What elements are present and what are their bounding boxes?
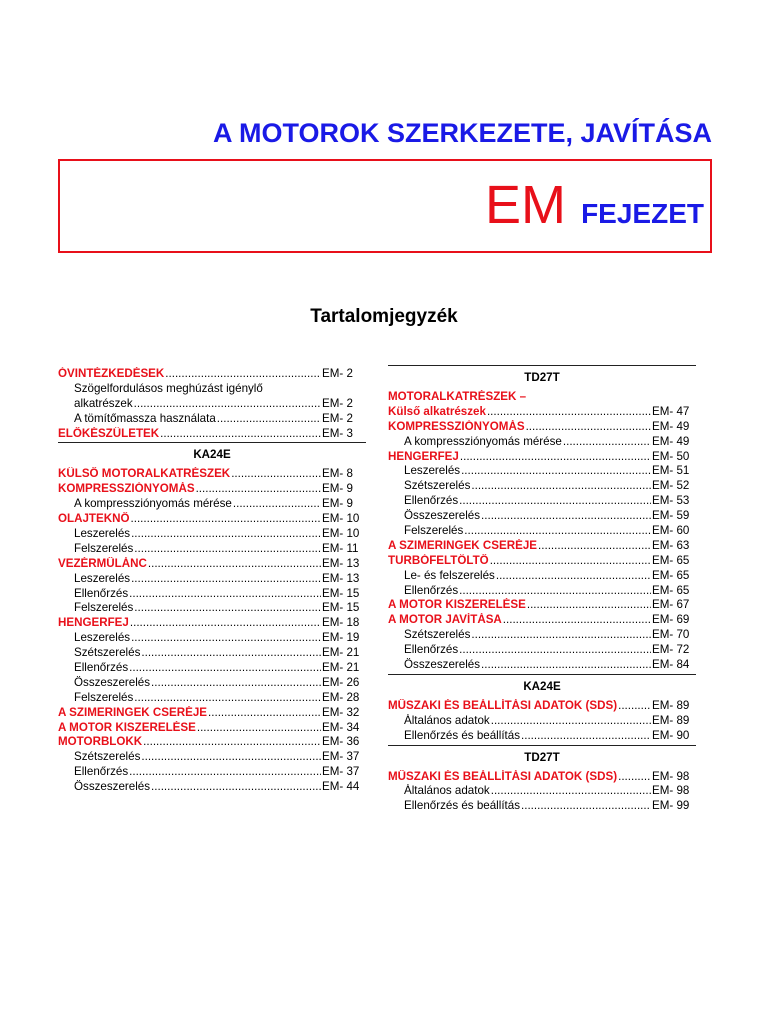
toc-subentry[interactable] [388,628,696,643]
toc-title: Tartalomjegyzék [310,306,458,327]
toc-subentry[interactable] [58,542,366,557]
toc-section-entry[interactable] [58,512,366,527]
dot-leader [141,750,321,765]
toc-entry-page: EM- 13 [322,571,360,585]
dot-leader [141,646,321,661]
dot-leader [618,699,651,714]
toc-entry-page: EM- 70 [652,628,690,642]
toc-entry-page: EM- 98 [652,769,690,783]
toc-subentry[interactable] [388,643,696,658]
toc-entry-page: EM- 36 [322,735,360,749]
toc-entry-page: EM- 2 [322,396,353,410]
toc-subentry[interactable] [58,587,366,602]
toc-entry-page: EM- 69 [652,613,690,627]
dot-leader [134,542,321,557]
dot-leader [134,601,321,616]
toc-entry-label: HENGERFEJ [388,449,459,463]
section-divider [58,442,366,443]
toc-section-entry[interactable] [388,450,696,465]
dot-leader [459,494,651,509]
toc-entry-page: EM- 21 [322,646,360,660]
dot-leader [538,539,651,554]
toc-entry-page: EM- 9 [322,497,353,511]
toc-entry-label: OLAJTEKNŐ [58,512,130,526]
toc-entry-label: alkatrészek [74,396,133,410]
toc-entry-label: A MOTOR KISZERELÉSE [388,598,526,612]
chapter-title: A MOTOROK SZERKEZETE, JAVÍTÁSA [212,118,712,148]
dot-leader [129,765,321,780]
dot-leader [491,714,651,729]
section-divider [388,365,696,366]
toc-entry-label: KOMPRESSZIÓNYOMÁS [58,482,195,496]
toc-subentry[interactable] [58,676,366,691]
toc-section-entry[interactable] [58,735,366,750]
dot-leader [148,557,321,572]
toc-entry-label: Ellenőrzés [404,643,459,657]
section-header-label: TD27T [524,750,560,764]
toc-entry-page: EM- 37 [322,765,360,779]
toc-entry-label: A kompressziónyomás mérése [74,497,232,511]
dot-leader [481,509,651,524]
toc-entry-page: EM- 84 [652,658,690,672]
toc-subentry[interactable] [388,714,696,729]
toc-entry-page: EM- 50 [652,449,690,463]
toc-right-group-2 [388,699,696,744]
toc-entry-page: EM- 65 [652,583,690,597]
toc-entry-label: Leszerelés [74,571,131,585]
toc-entry-label: HENGERFEJ [58,616,129,630]
toc-subentry[interactable] [58,661,366,676]
toc-entry-label: Összeszerelés [74,675,151,689]
toc-left-group-1 [58,367,366,441]
toc-entry-page: EM- 8 [322,467,353,481]
section-header-td27t-right-2 [388,745,696,767]
toc-entry-page: EM- 13 [322,556,360,570]
toc-entry-page: EM- 65 [652,568,690,582]
dot-leader [130,616,321,631]
toc-entry-label: Ellenőrzés [74,586,129,600]
toc-section-entry[interactable] [388,699,696,714]
toc-subentry[interactable] [388,524,696,539]
dot-leader [197,721,321,736]
dot-leader [217,412,321,427]
toc-section-entry[interactable] [58,427,366,442]
toc-entry-label: A SZIMERINGEK CSERÉJE [58,705,208,719]
dot-leader [496,569,651,584]
dot-leader [208,706,321,721]
toc-entry-page: EM- 98 [652,784,690,798]
toc-entry-label: Szögelfordulásos meghúzást igénylő [74,381,263,395]
toc-entry-page: EM- 2 [322,367,353,380]
toc-subentry[interactable] [58,497,366,512]
toc-entry-label: Ellenőrzés és beállítás [404,799,520,813]
toc-entry-label: MOTORALKATRÉSZEK – [388,390,527,403]
toc-entry-page: EM- 99 [652,799,690,813]
dot-leader [481,658,651,673]
dot-leader [129,587,321,602]
toc-entry-page: EM- 44 [322,780,360,794]
toc-entry-page: EM- 37 [322,750,360,764]
toc-subentry[interactable] [58,780,366,795]
dot-leader [459,584,651,599]
toc-entry-label: Szétszerelés [404,628,471,642]
dot-leader [487,405,651,420]
dot-leader [231,467,321,482]
toc-entry-label: A tömítőmassza használata [74,411,216,425]
dot-leader [151,676,321,691]
section-header-label: KA24E [523,679,561,693]
toc-entry-page: EM- 11 [322,541,359,555]
dot-leader [461,464,651,479]
toc-entry-page: EM- 52 [652,479,690,493]
dot-leader [233,497,321,512]
toc-section-entry[interactable] [388,539,696,554]
toc-subentry[interactable] [58,691,366,706]
toc-entry-label: A MOTOR JAVÍTÁSA [388,613,502,627]
dot-leader [527,598,651,613]
toc-section-entry[interactable] [58,616,366,631]
toc-entry-label: A SZIMERINGEK CSERÉJE [388,538,538,552]
dot-leader [134,397,321,412]
toc-entry-page: EM- 60 [652,524,690,538]
toc-entry-page: EM- 32 [322,705,360,719]
toc-entry-label: A MOTOR KISZERELÉSE [58,720,196,734]
dot-leader [521,799,651,814]
section-divider [388,674,696,675]
chapter-code: EM [485,175,566,235]
toc-subentry[interactable] [388,435,696,450]
toc-entry-label: ELŐKÉSZÜLETEK [58,426,160,440]
toc-subentry[interactable] [58,572,366,587]
toc-entry-label: Szétszerelés [74,646,141,660]
toc-entry-label: Felszerelés [74,541,134,555]
section-header-label: TD27T [524,371,560,384]
toc-subentry[interactable] [388,584,696,599]
toc-left-column [58,367,366,795]
toc-section-entry[interactable] [58,482,366,497]
toc-entry-page: EM- 63 [652,538,690,552]
toc-right-group-1 [388,390,696,673]
toc-entry-page: EM- 51 [652,464,690,478]
toc-section-entry[interactable] [388,390,696,405]
toc-entry-page: EM- 47 [652,404,690,418]
toc-entry-page: EM- 53 [652,494,690,508]
toc-section-entry[interactable] [388,420,696,435]
toc-entry-page: EM- 18 [322,616,360,630]
toc-section-entry[interactable] [58,557,366,572]
toc-entry-label: Ellenőrzés [404,583,459,597]
dot-leader [490,554,651,569]
toc-section-entry[interactable] [58,367,366,382]
toc-entry-label: Felszerelés [74,690,134,704]
toc-entry-page: EM- 9 [322,482,353,496]
toc-section-entry[interactable] [388,405,696,420]
toc-subentry[interactable] [388,479,696,494]
toc-entry-label: Leszerelés [404,464,461,478]
toc-entry-page: EM- 26 [322,675,360,689]
dot-leader [129,661,321,676]
toc-entry-label: A kompressziónyomás mérése [404,434,562,448]
toc-subentry[interactable] [58,631,366,646]
toc-entry-label: Összeszerelés [404,509,481,523]
toc-entry-page: EM- 34 [322,720,360,734]
dot-leader [471,479,651,494]
toc-entry-page: EM- 3 [322,426,353,440]
toc-section-entry[interactable] [388,613,696,628]
section-header-label: KA24E [193,448,231,462]
toc-entry-label: Szétszerelés [404,479,471,493]
toc-subentry[interactable] [58,646,366,661]
toc-entry-label: KOMPRESSZIÓNYOMÁS [388,419,525,433]
toc-entry-label: Felszerelés [404,524,464,538]
toc-entry-label: Leszerelés [74,631,131,645]
toc-entry-page: EM- 59 [652,509,690,523]
dot-leader [491,784,651,799]
toc-entry-label: MŰSZAKI ÉS BEÁLLÍTÁSI ADATOK (SDS) [388,698,618,712]
chapter-box [58,159,712,253]
dot-leader [471,628,651,643]
dot-leader [134,691,321,706]
toc-subentry[interactable] [388,799,696,814]
toc-subentry[interactable] [58,527,366,542]
toc-entry-page: EM- 72 [652,643,690,657]
dot-leader [131,572,321,587]
section-divider [388,745,696,746]
toc-section-entry[interactable] [58,467,366,482]
toc-subentry[interactable] [388,569,696,584]
dot-leader [503,613,651,628]
toc-right-group-3 [388,770,696,815]
toc-entry-label: Általános adatok [404,784,490,798]
toc-left-group-2 [58,467,366,795]
toc-section-entry[interactable] [388,598,696,613]
toc-entry-page: EM- 90 [652,728,690,742]
section-header-ka24e-left [58,442,366,464]
toc-entry-page: EM- 89 [652,698,690,712]
toc-section-entry[interactable] [58,706,366,721]
toc-subentry[interactable] [58,397,366,412]
toc-entry-label: Ellenőrzés és beállítás [404,728,520,742]
toc-section-entry[interactable] [58,721,366,736]
toc-section-entry[interactable] [388,554,696,569]
dot-leader [563,435,651,450]
toc-entry-page: EM- 19 [322,631,360,645]
toc-entry-label: Összeszerelés [74,780,151,794]
dot-leader [131,527,321,542]
toc-entry-page: EM- 2 [322,411,353,425]
section-header-td27t-right [388,365,696,387]
dot-leader [143,735,321,750]
toc-entry-label: Külső alkatrészek [388,404,486,418]
toc-entry-label: ÓVINTÉZKEDÉSEK [58,367,165,380]
chapter-word: FEJEZET [581,198,704,229]
dot-leader [151,780,321,795]
toc-entry-label: Ellenőrzés [404,494,459,508]
toc-entry-label: Ellenőrzés [74,765,129,779]
toc-subentry[interactable] [58,382,366,397]
toc-subentry[interactable] [58,750,366,765]
toc-entry-label: VEZÉRMŰLÁNC [58,556,147,570]
toc-entry-page: EM- 65 [652,553,690,567]
toc-entry-label: Leszerelés [74,527,131,541]
toc-subentry[interactable] [388,729,696,744]
toc-entry-page: EM- 21 [322,661,360,675]
section-header-ka24e-right [388,674,696,696]
toc-entry-label: Általános adatok [404,713,490,727]
dot-leader [196,482,321,497]
toc-entry-label: Ellenőrzés [74,661,129,675]
dot-leader [521,729,651,744]
toc-entry-label: Felszerelés [74,601,134,615]
toc-entry-page: EM- 89 [652,713,690,727]
toc-entry-label: TURBÓFELTÖLTŐ [388,553,489,567]
toc-subentry[interactable] [58,412,366,427]
dot-leader [526,420,651,435]
toc-entry-label: MŰSZAKI ÉS BEÁLLÍTÁSI ADATOK (SDS) [388,769,618,783]
toc-entry-page: EM- 10 [322,527,360,541]
toc-entry-page: EM- 49 [652,434,690,448]
dot-leader [160,427,321,442]
toc-entry-page: EM- 15 [322,601,360,615]
dot-leader [618,770,651,785]
toc-subentry[interactable] [388,784,696,799]
toc-subentry[interactable] [388,494,696,509]
dot-leader [460,450,651,465]
toc-entry-label: MOTORBLOKK [58,735,143,749]
toc-entry-page: EM- 10 [322,512,360,526]
toc-entry-page: EM- 15 [322,586,360,600]
toc-subentry[interactable] [58,765,366,780]
dot-leader [131,512,322,527]
toc-right-column [388,365,696,814]
toc-entry-label: Szétszerelés [74,750,141,764]
dot-leader [131,631,321,646]
dot-leader [165,367,321,382]
toc-entry-label: Összeszerelés [404,658,481,672]
dot-leader [464,524,651,539]
toc-subentry[interactable] [388,509,696,524]
toc-section-entry[interactable] [388,770,696,785]
toc-subentry[interactable] [58,601,366,616]
toc-subentry[interactable] [388,658,696,673]
toc-entry-label: Le- és felszerelés [404,568,495,582]
toc-entry-page: EM- 67 [652,598,690,612]
toc-entry-page: EM- 28 [322,690,360,704]
toc-subentry[interactable] [388,464,696,479]
dot-leader [459,643,651,658]
toc-entry-label: KÜLSŐ MOTORALKATRÉSZEK [58,467,231,481]
toc-entry-page: EM- 49 [652,419,690,433]
